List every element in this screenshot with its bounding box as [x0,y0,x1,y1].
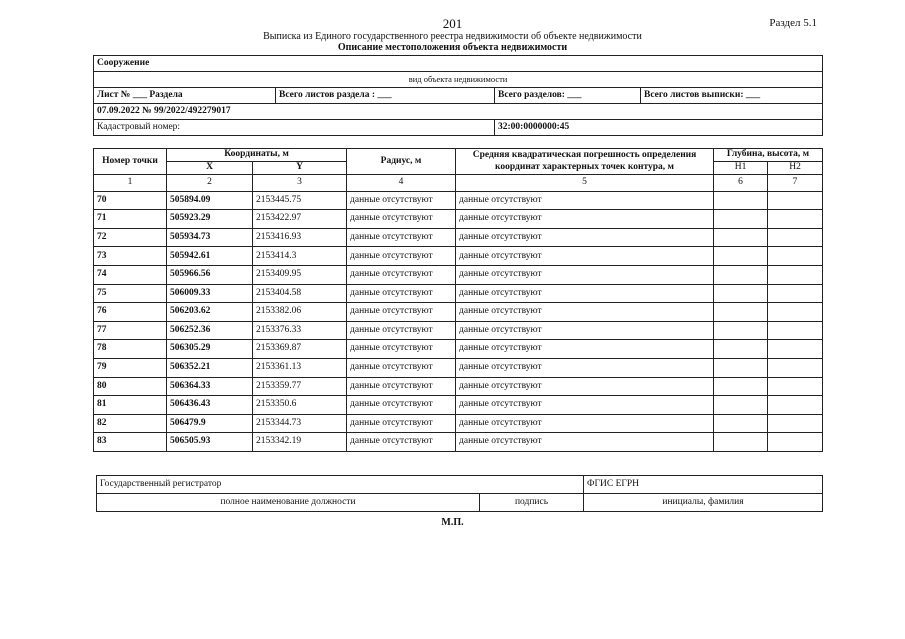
radius-value: данные отсутствуют [347,228,456,247]
column-number: 5 [456,174,714,191]
radius-value: данные отсутствуют [347,247,456,266]
coord-y: 2153445.75 [253,191,347,210]
document-subtitle: Описание местоположения объекта недвижимости [337,42,568,53]
header-error-line2: координат характерных точек контура, м [495,162,674,173]
radius-value: данные отсутствуют [347,359,456,378]
header-depth: Глубина, высота, м [714,149,823,162]
coord-y: 2153416.93 [253,228,347,247]
coord-x: 505894.09 [167,191,253,210]
document-title: Выписка из Единого государственного реестра недвижимости об объекте недвижимости [263,31,642,42]
depth-h2 [768,266,823,285]
table-row [94,321,823,340]
coord-y: 2153342.19 [253,433,347,452]
radius-value: данные отсутствуют [347,396,456,415]
coord-y: 2153350.6 [253,396,347,415]
table-row [94,247,823,266]
depth-h1 [714,321,768,340]
column-number: 6 [714,174,768,191]
coord-y: 2153382.06 [253,303,347,322]
table-row [94,396,823,415]
error-value: данные отсутствуют [456,284,714,303]
table-row [94,228,823,247]
header-radius: Радиус, м [347,149,456,175]
point-number: 77 [94,321,167,340]
total-sheets-extract: Всего листов выписки: ___ [641,88,823,104]
coord-x: 505966.56 [167,266,253,285]
depth-h1 [714,359,768,378]
coord-y: 2153422.97 [253,210,347,229]
coord-y: 2153361.13 [253,359,347,378]
depth-h1 [714,247,768,266]
coord-x: 506505.93 [167,433,253,452]
cadastral-number: 32:00:0000000:45 [495,120,823,136]
coord-x: 506203.62 [167,303,253,322]
error-value: данные отсутствуют [456,266,714,285]
coordinates-table [93,148,823,452]
column-number: 1 [94,174,167,191]
section-label: Раздел 5.1 [769,17,817,29]
coord-y: 2153409.95 [253,266,347,285]
point-number: 76 [94,303,167,322]
coord-x: 506305.29 [167,340,253,359]
depth-h2 [768,228,823,247]
coord-x: 506436.43 [167,396,253,415]
table-row [94,377,823,396]
coord-x: 506009.33 [167,284,253,303]
header-h2: H2 [768,161,823,174]
error-value: данные отсутствуют [456,210,714,229]
table-row [94,433,823,452]
header-y: Y [253,161,347,174]
radius-value: данные отсутствуют [347,266,456,285]
depth-h2 [768,284,823,303]
radius-value: данные отсутствуют [347,210,456,229]
depth-h2 [768,359,823,378]
column-number: 3 [253,174,347,191]
table-row [94,266,823,285]
depth-h1 [714,191,768,210]
table-row [94,284,823,303]
depth-h2 [768,396,823,415]
table-row [94,414,823,433]
coord-x: 506352.21 [167,359,253,378]
radius-value: данные отсутствуют [347,303,456,322]
error-value: данные отсутствуют [456,396,714,415]
radius-value: данные отсутствуют [347,433,456,452]
coord-y: 2153376.33 [253,321,347,340]
registrar-label: Государственный регистратор [97,476,584,494]
depth-h1 [714,210,768,229]
coord-y: 2153414.3 [253,247,347,266]
radius-value: данные отсутствуют [347,191,456,210]
name-caption: инициалы, фамилия [584,494,823,512]
table-row [94,210,823,229]
radius-value: данные отсутствуют [347,284,456,303]
radius-value: данные отсутствуют [347,321,456,340]
depth-h2 [768,433,823,452]
radius-value: данные отсутствуют [347,340,456,359]
error-value: данные отсутствуют [456,377,714,396]
radius-value: данные отсутствуют [347,377,456,396]
depth-h1 [714,414,768,433]
depth-h2 [768,191,823,210]
point-number: 78 [94,340,167,359]
depth-h2 [768,414,823,433]
coord-x: 506479.9 [167,414,253,433]
depth-h1 [714,433,768,452]
header-h1: H1 [714,161,768,174]
error-value: данные отсутствуют [456,303,714,322]
object-type: Сооружение [94,56,823,72]
depth-h2 [768,247,823,266]
point-number: 83 [94,433,167,452]
coord-x: 505923.29 [167,210,253,229]
depth-h1 [714,396,768,415]
point-number: 80 [94,377,167,396]
depth-h1 [714,266,768,285]
point-number: 79 [94,359,167,378]
page-number: 201 [442,16,463,31]
depth-h2 [768,321,823,340]
table-row [94,340,823,359]
stamp-place: М.П. [441,517,464,528]
depth-h1 [714,340,768,359]
column-numbers-row [94,174,823,191]
error-value: данные отсутствуют [456,414,714,433]
point-number: 73 [94,247,167,266]
error-value: данные отсутствуют [456,247,714,266]
system-label: ФГИС ЕГРН [584,476,823,494]
depth-h2 [768,340,823,359]
table-row [94,191,823,210]
table-row [94,303,823,322]
column-number: 7 [768,174,823,191]
footer-table [96,475,823,512]
error-value: данные отсутствуют [456,191,714,210]
total-sections: Всего разделов: ___ [495,88,641,104]
header-coordinates: Координаты, м [167,149,347,162]
error-value: данные отсутствуют [456,359,714,378]
point-number: 74 [94,266,167,285]
point-number: 75 [94,284,167,303]
total-sheets-section: Всего листов раздела : ___ [276,88,495,104]
coord-x: 506252.36 [167,321,253,340]
object-type-caption: вид объекта недвижимости [94,72,823,88]
header-table [93,55,823,136]
signature-caption: подпись [480,494,584,512]
coordinates-body [94,191,823,451]
header-point-number: Номер точки [94,149,167,175]
coord-y: 2153404.58 [253,284,347,303]
sheet-label: Лист № ___ Раздела [94,88,276,104]
coord-x: 505934.73 [167,228,253,247]
point-number: 71 [94,210,167,229]
error-value: данные отсутствуют [456,321,714,340]
header-x: X [167,161,253,174]
depth-h2 [768,303,823,322]
depth-h1 [714,377,768,396]
coord-x: 505942.61 [167,247,253,266]
point-number: 82 [94,414,167,433]
coord-x: 506364.33 [167,377,253,396]
point-number: 81 [94,396,167,415]
radius-value: данные отсутствуют [347,414,456,433]
extract-reference: 07.09.2022 № 99/2022/492279017 [94,104,823,120]
position-caption: полное наименование должности [97,494,480,512]
depth-h1 [714,303,768,322]
coord-y: 2153344.73 [253,414,347,433]
column-number: 2 [167,174,253,191]
coord-y: 2153359.77 [253,377,347,396]
depth-h2 [768,377,823,396]
table-row [94,359,823,378]
coord-y: 2153369.87 [253,340,347,359]
error-value: данные отсутствуют [456,228,714,247]
header-error [456,149,714,175]
point-number: 70 [94,191,167,210]
cadastral-label: Кадастровый номер: [94,120,495,136]
error-value: данные отсутствуют [456,433,714,452]
depth-h2 [768,210,823,229]
error-value: данные отсутствуют [456,340,714,359]
column-number: 4 [347,174,456,191]
header-error-line1: Средняя квадратическая погрешность определения [472,150,697,160]
depth-h1 [714,284,768,303]
point-number: 72 [94,228,167,247]
depth-h1 [714,228,768,247]
